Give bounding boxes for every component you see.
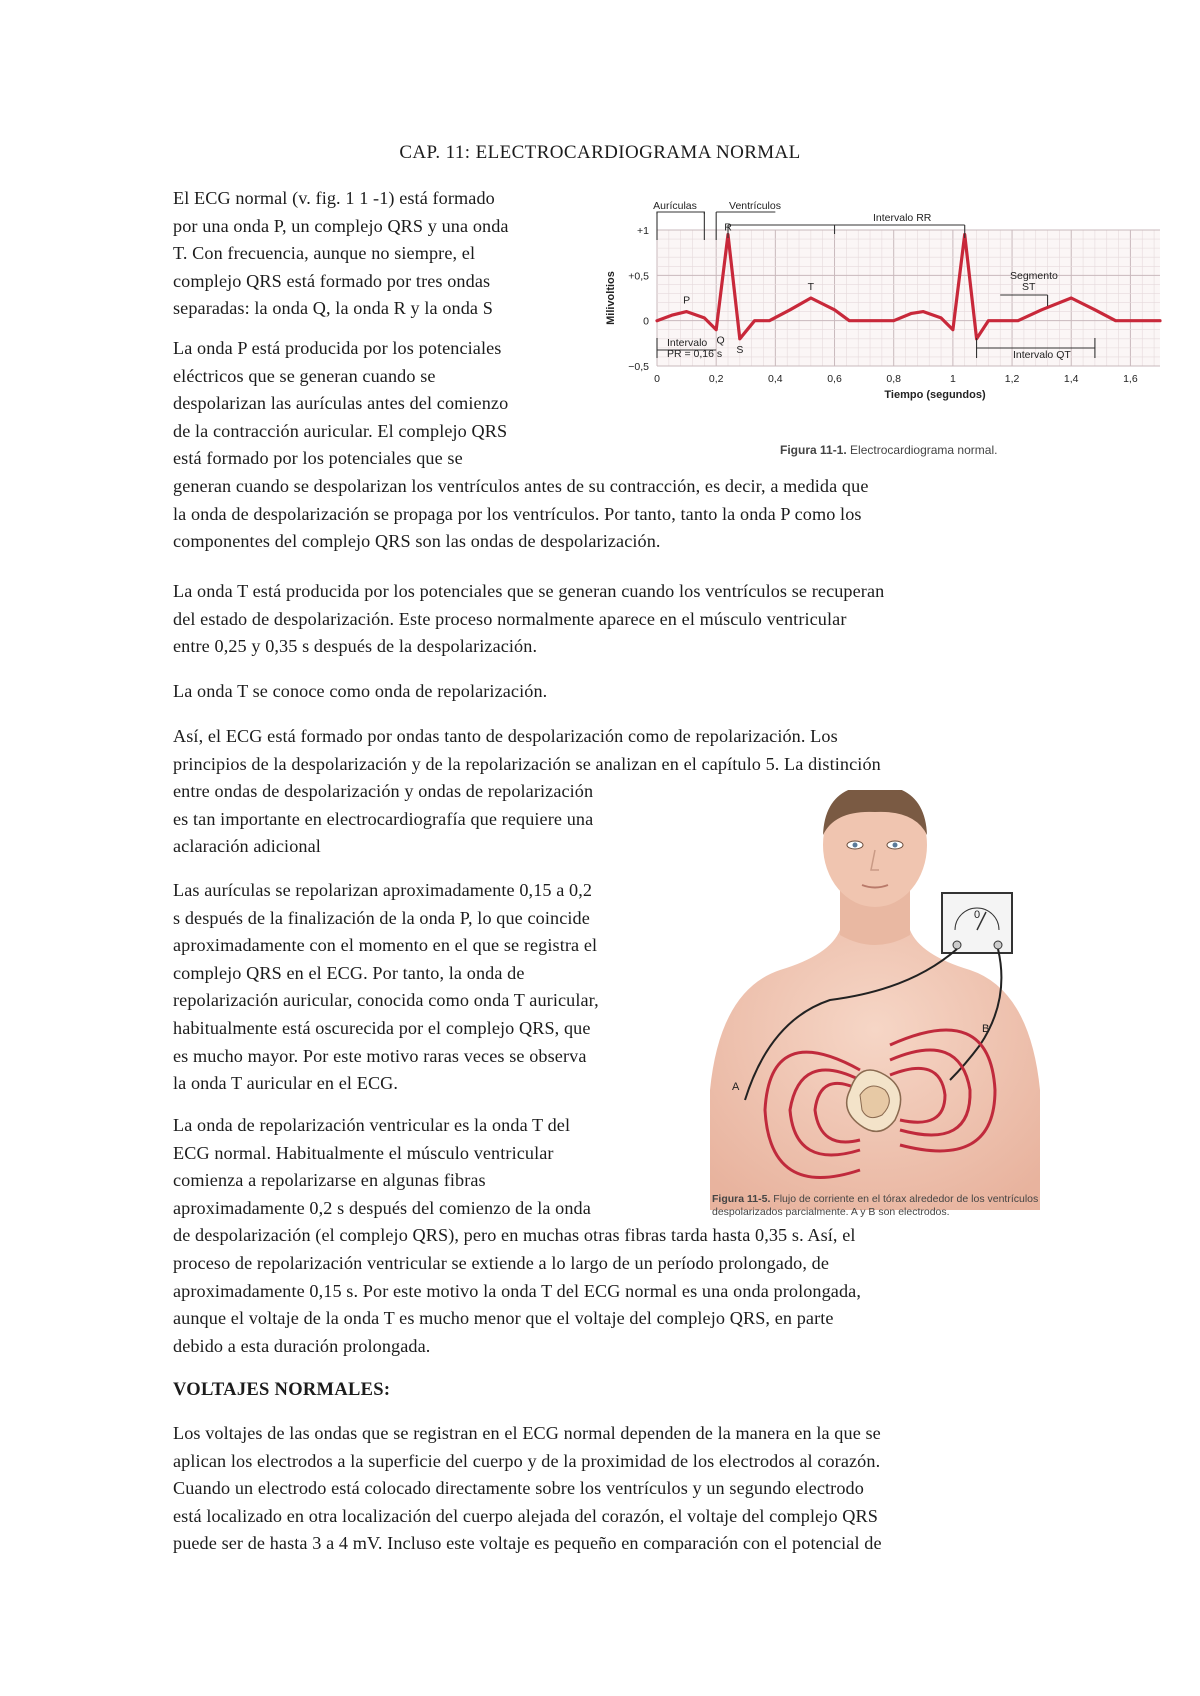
- text-line: aproximadamente 0,2 s después del comienzo de la onda: [173, 1197, 591, 1218]
- text-line: aunque el voltaje de la onda T es mucho menor que el voltaje del complejo QRS, en parte: [173, 1308, 834, 1329]
- text-line: El ECG normal (v. fig. 1 1 -1) está formado: [173, 188, 495, 208]
- text-line: de despolarización (el complejo QRS), pero en muchas otras fibras tarda hasta 0,35 s. Así, el: [173, 1225, 856, 1246]
- figure1-caption-label: Figura 11-1.: [780, 443, 847, 457]
- text-line: complejo QRS en el ECG. Por tanto, la onda de: [173, 962, 525, 983]
- paragraph-onda-t: [173, 578, 884, 661]
- figure5-caption-text-2: despolarizados parcialmente. A y B son electrodos.: [712, 1206, 950, 1218]
- x-tick-label: 0,8: [886, 373, 902, 385]
- label-q: Q: [716, 334, 725, 347]
- text-line: T. Con frecuencia, aunque no siempre, el: [173, 243, 476, 264]
- bracket-auriculas: [657, 212, 704, 214]
- label-intervalo-pr: Intervalo: [667, 337, 708, 349]
- label-intervalo-qt: Intervalo QT: [1013, 349, 1071, 361]
- text-line: aproximadamente 0,15 s. Por este motivo la onda T del ECG normal es una onda prolongada,: [173, 1280, 861, 1301]
- y-axis-label: Milivoltios: [605, 271, 617, 325]
- text-line: complejo QRS está formado por tres ondas: [173, 270, 491, 291]
- label-intervalo-rr: Intervalo RR: [873, 212, 932, 224]
- text-line: entre ondas de despolarización y ondas de repolarización: [173, 781, 594, 802]
- text-line: proceso de repolarización ventricular se extiende a lo largo de un período prolongado, de: [173, 1252, 829, 1273]
- text-line: Cuando un electrodo está colocado directamente sobre los ventrículos y un segundo electrodo: [173, 1478, 864, 1499]
- meter-terminal-plus: [994, 941, 1002, 949]
- paragraph-ecg-intro: [173, 185, 509, 323]
- label-ventriculos: Ventrículos: [729, 200, 781, 212]
- torso-illustration: [710, 790, 1050, 1210]
- text-line: generan cuando se despolarizan los ventrículos antes de su contracción, es decir, a medida que: [173, 475, 869, 496]
- y-tick-label: +0,5: [628, 270, 649, 283]
- ecg-chart: [605, 198, 1165, 468]
- text-line: puede ser de hasta 3 a 4 mV. Incluso este voltaje es pequeño en comparación con el potencial de: [173, 1533, 882, 1554]
- text-line: Los voltajes de las ondas que se registran en el ECG normal dependen de la manera en la que se: [173, 1423, 881, 1443]
- y-tick-label: +1: [637, 225, 649, 237]
- figure-ecg: [605, 198, 1165, 468]
- text-line: aproximadamente con el momento en el que se registra el: [173, 935, 598, 956]
- text-line: es mucho mayor. Por este motivo raras veces se observa: [173, 1045, 587, 1066]
- text-line: es tan importante en electrocardiografía que requiere una: [173, 808, 594, 829]
- text-line: del estado de despolarización. Este proceso normalmente aparece en el músculo ventricular: [173, 608, 847, 629]
- text-line: aplican los electrodos a la superficie del cuerpo y de la proximidad de los electrodos al corazón.: [173, 1450, 881, 1471]
- x-tick-label: 0,2: [708, 373, 724, 385]
- text-line: está formado por los potenciales que se: [173, 448, 463, 469]
- text-line: ECG normal. Habitualmente el músculo ventricular: [173, 1142, 554, 1163]
- text-line: debido a esta duración prolongada.: [173, 1335, 431, 1356]
- meter-terminal-minus: [953, 941, 961, 949]
- figure1-caption-text: Electrocardiograma normal.: [850, 443, 998, 457]
- text-line: entre 0,25 y 0,35 s después de la despolarización.: [173, 636, 538, 657]
- electrode-a-label: A: [732, 1081, 740, 1093]
- text-line: despolarizan las aurículas antes del comienzo: [173, 393, 509, 414]
- text-line: Así, el ECG está formado por ondas tanto de despolarización como de repolarización. Los: [173, 726, 838, 746]
- text-line: aclaración adicional: [173, 836, 321, 857]
- text-line: comienza a repolarizarse en algunas fibras: [173, 1170, 486, 1191]
- label-t: T: [807, 281, 815, 293]
- x-axis-label: Tiempo (segundos): [884, 389, 986, 401]
- text-line: separadas: la onda Q, la onda R y la onda S: [173, 298, 493, 319]
- ecg-grid: [657, 230, 1160, 366]
- page-title: CAP. 11: ELECTROCARDIOGRAMA NORMAL: [399, 142, 801, 163]
- electrode-b-label: B: [982, 1023, 990, 1035]
- x-tick-label: 0,4: [768, 373, 783, 385]
- label-s: S: [736, 343, 744, 356]
- right-pupil: [893, 843, 898, 848]
- text-line: eléctricos que se generan cuando se: [173, 365, 436, 386]
- text-line: está localizado en otra localización del cuerpo alejada del corazón, el voltaje del complejo QRS: [173, 1505, 878, 1526]
- x-tick-label: 1,4: [1063, 373, 1079, 385]
- text-line: Las aurículas se repolarizan aproximadamente 0,15 a 0,2: [173, 880, 593, 900]
- left-pupil: [853, 843, 858, 848]
- label-p: P: [683, 294, 691, 307]
- text-line: s después de la finalización de la onda P, lo que coincide: [173, 907, 590, 928]
- text-line: La onda T se conoce como onda de repolarización.: [173, 681, 548, 701]
- text-line: repolarización auricular, conocida como onda T auricular,: [173, 990, 599, 1011]
- x-tick-label: 0: [654, 373, 660, 385]
- x-tick-label: 1,2: [1004, 373, 1020, 385]
- label-segmento: Segmento: [1010, 270, 1058, 282]
- text-line: la onda T auricular en el ECG.: [173, 1073, 399, 1094]
- text-line: componentes del complejo QRS son las ondas de despolarización.: [173, 531, 661, 552]
- paragraph-auriculas: [173, 877, 599, 1098]
- label-st: ST: [1022, 281, 1036, 293]
- figure5-caption-label: Figura 11-5.: [712, 1193, 771, 1205]
- label-auriculas: Aurículas: [653, 200, 697, 212]
- figure5-caption: [712, 1193, 1052, 1219]
- x-tick-label: 1: [949, 373, 956, 385]
- label-r: R: [724, 221, 732, 234]
- text-line: La onda de repolarización ventricular es la onda T del: [173, 1115, 571, 1135]
- text-line: La onda P está producida por los potenciales: [173, 338, 502, 358]
- figure5-caption-text-1: Flujo de corriente en el tórax alrededor de los ventrículos: [773, 1193, 1039, 1205]
- text-line: por una onda P, un complejo QRS y una onda: [173, 215, 509, 236]
- figure1-caption: [780, 443, 997, 457]
- text-line: de la contracción auricular. El complejo QRS: [173, 420, 508, 441]
- section-heading: VOLTAJES NORMALES:: [173, 1380, 391, 1400]
- y-tick-label: 0: [643, 315, 649, 328]
- text-line: habitualmente está oscurecida por el complejo QRS, que: [173, 1017, 591, 1038]
- text-line: La onda T está producida por los potenciales que se generan cuando los ventrículos se recuperan: [173, 581, 885, 601]
- text-line: la onda de despolarización se propaga por los ventrículos. Por tanto, tanto la onda P como los: [173, 503, 862, 524]
- paragraph-voltajes: [173, 1420, 882, 1558]
- x-tick-label: 0,6: [827, 373, 842, 385]
- x-tick-label: 1,6: [1123, 373, 1138, 385]
- figure-torso: [710, 790, 1050, 1210]
- label-pr-value: PR = 0,16 s: [667, 348, 723, 360]
- y-tick-label: −0,5: [628, 361, 649, 373]
- text-line: principios de la despolarización y de la repolarización se analizan en el capítulo 5. La distinción: [173, 753, 881, 774]
- plot-background: [657, 230, 1160, 366]
- meter-zero-label: 0: [973, 909, 981, 921]
- paragraph-repolarizacion: [173, 678, 547, 706]
